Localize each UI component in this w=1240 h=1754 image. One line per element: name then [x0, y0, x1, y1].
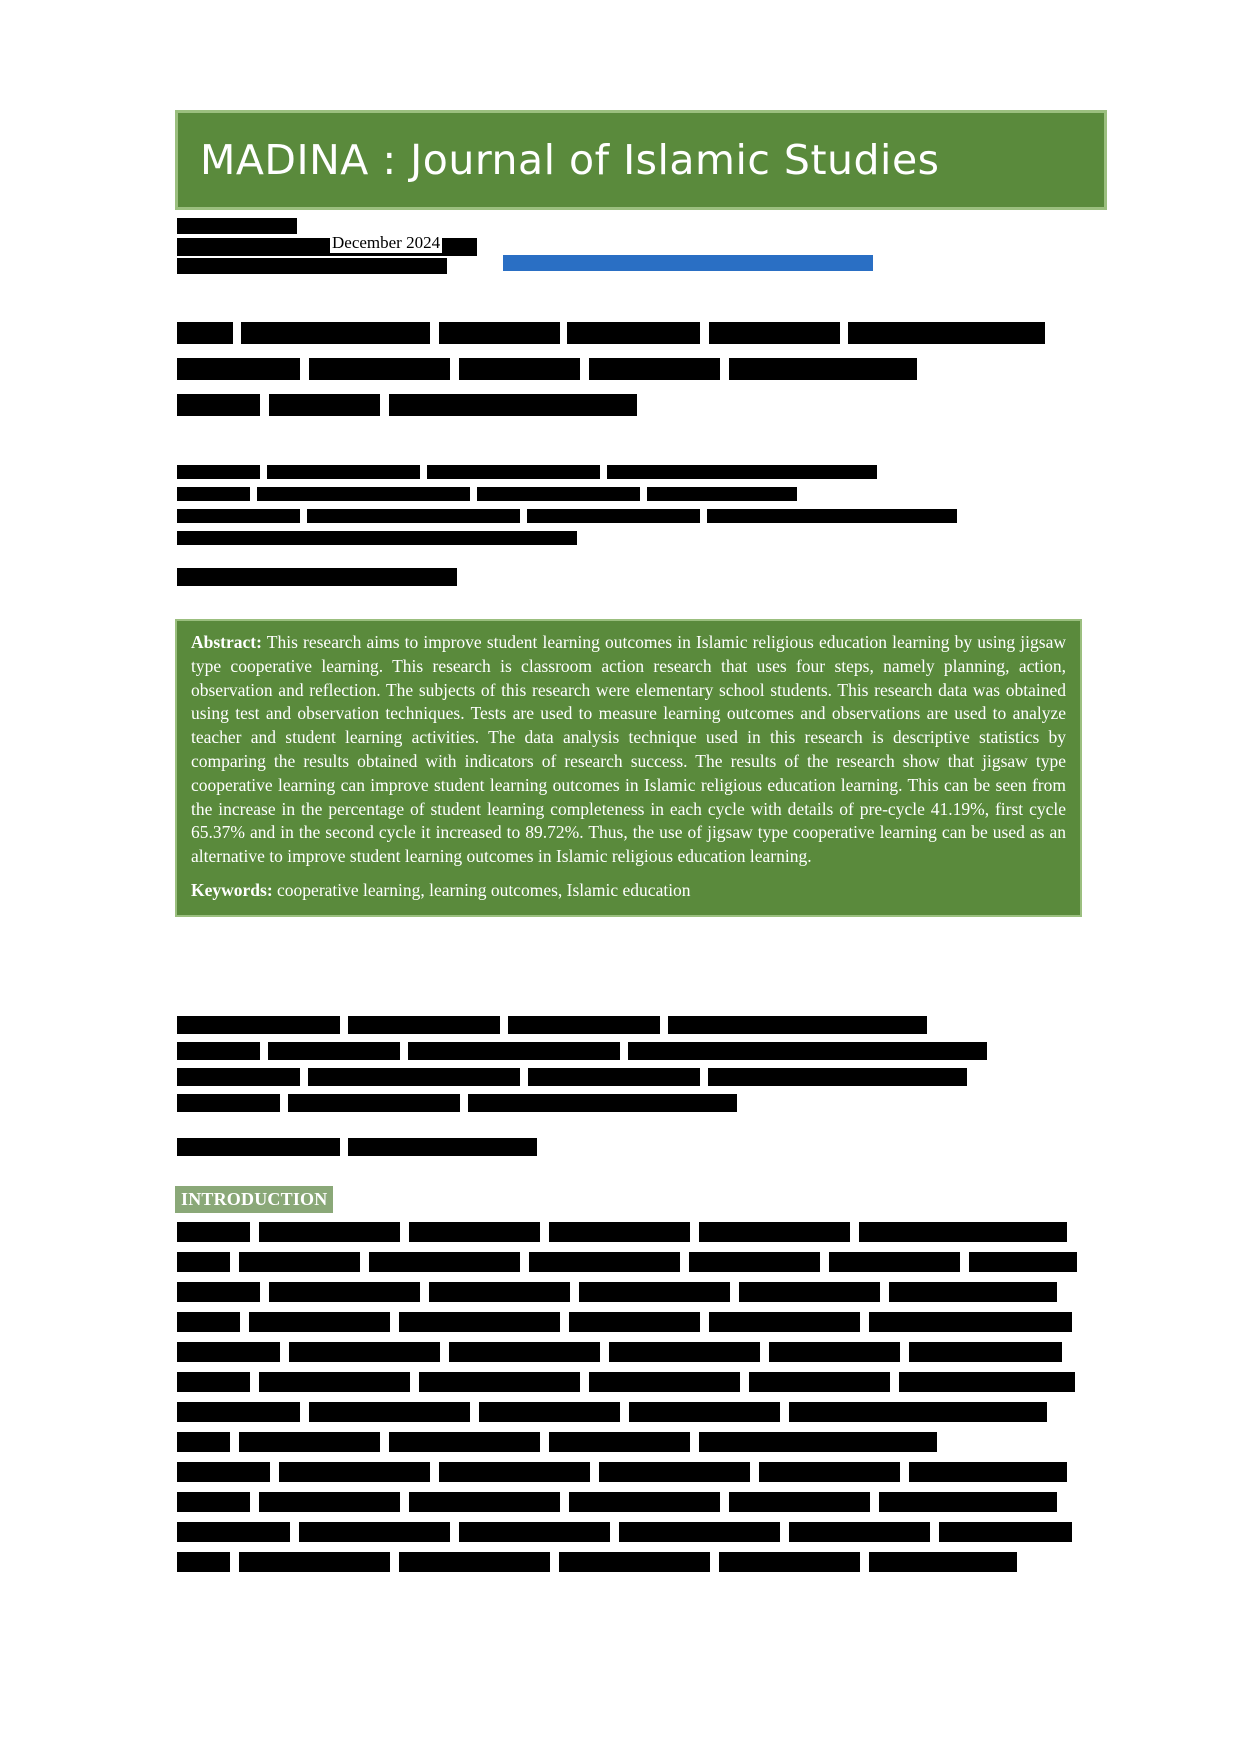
keywords-label: Keywords: — [191, 879, 273, 900]
redacted-body-line-10 — [177, 1492, 1057, 1512]
redacted-abstrak-line-3 — [177, 1068, 967, 1086]
redacted-body-line-6 — [177, 1372, 1075, 1392]
redacted-email-line — [177, 568, 457, 586]
redacted-body-line-12 — [177, 1552, 1017, 1572]
abstract-label: Abstract: — [191, 632, 262, 652]
redacted-body-line-2 — [177, 1252, 1077, 1272]
redacted-body-line-7 — [177, 1402, 1047, 1422]
journal-masthead — [175, 110, 1107, 210]
redacted-body-line-8 — [177, 1432, 937, 1452]
redacted-title-line-2 — [177, 358, 917, 380]
redacted-body-line-4 — [177, 1312, 1072, 1332]
redacted-author-line-1 — [177, 465, 877, 479]
abstract-paragraph — [191, 631, 1066, 869]
redacted-author-line-4 — [177, 531, 577, 545]
redacted-title-line-3 — [177, 394, 637, 416]
redacted-body-line-3 — [177, 1282, 1057, 1302]
redacted-body-line-5 — [177, 1342, 1062, 1362]
issue-date: December 2024 — [332, 233, 441, 252]
redacted-abstrak-line-1 — [177, 1016, 927, 1034]
keywords-text: cooperative learning, learning outcomes, Islamic education — [277, 879, 691, 900]
redacted-body-line-9 — [177, 1462, 1067, 1482]
redacted-abstrak-line-2 — [177, 1042, 987, 1060]
redacted-katakunci-line — [177, 1138, 537, 1156]
redacted-author-line-2 — [177, 487, 797, 501]
doi-link[interactable] — [503, 255, 873, 271]
redacted-body-line-1 — [177, 1222, 1067, 1242]
abstract-block — [175, 619, 1082, 917]
redacted-title-line-1 — [177, 322, 1045, 344]
abstract-text: This research aims to improve student learning outcomes in Islamic religious education learning by using jigsaw type cooperative learning. This research is classroom action research that uses four steps, namely planning, action, observation and reflection. The subjects of this research were elementary school students. This research data was obtained using test and observation techniques. Tests are used to measure learning outcomes and observations are used to analyze teacher and student learning activities. The data analysis technique used in this research is descriptive statistics by comparing the results obtained with indicators of research success. The results of the research show that jigsaw type cooperative learning can improve student learning outcomes in Islamic religious education learning. This can be seen from the increase in the percentage of student learning completeness in each cycle with details of pre-cycle 41.19%, first cycle 65.37% and in the second cycle it increased to 89.72%. Thus, the use of jigsaw type cooperative learning can be used as an alternative to improve student learning outcomes in Islamic religious education learning. — [191, 632, 1066, 867]
redacted-header-line-1 — [177, 218, 297, 234]
redacted-header-line-3 — [177, 258, 447, 274]
journal-title: MADINA : Journal of Islamic Studies — [200, 136, 940, 184]
redacted-body-line-11 — [177, 1522, 1072, 1542]
redacted-author-line-3 — [177, 509, 957, 523]
section-heading-introduction: INTRODUCTION — [175, 1186, 333, 1213]
redacted-abstrak-line-4 — [177, 1094, 737, 1112]
keywords-paragraph — [191, 879, 1066, 903]
